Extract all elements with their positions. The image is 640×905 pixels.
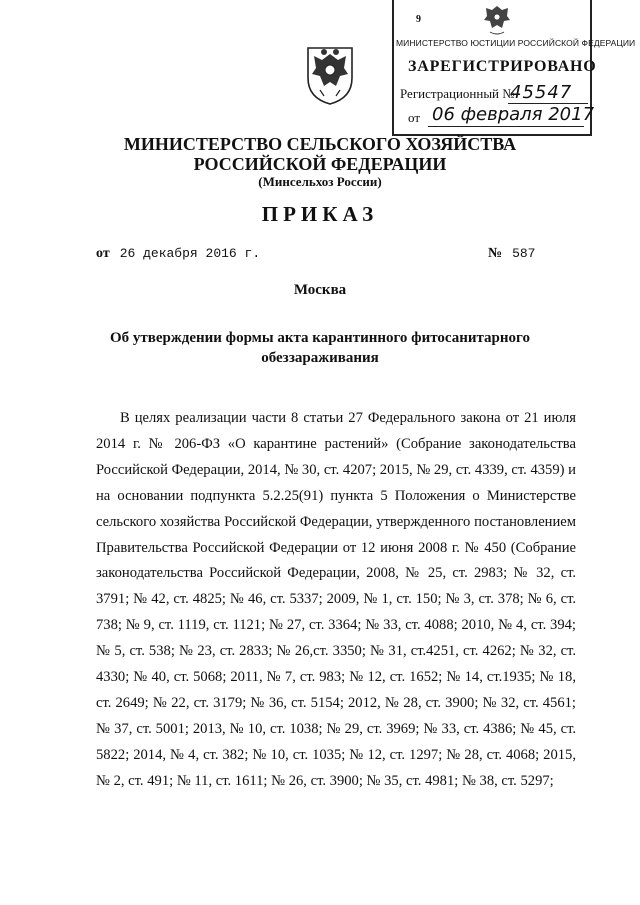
order-date	[96, 246, 260, 262]
ministry-short-name: (Минсельхоз России)	[258, 174, 382, 189]
document-title	[0, 328, 640, 368]
stamp-date-underline	[428, 126, 584, 127]
order-date-label: от	[96, 246, 110, 261]
ministry-line-1: МИНИСТЕРСТВО СЕЛЬСКОГО ХОЗЯЙСТВА	[123, 134, 517, 154]
stamp-date-label: от	[408, 110, 421, 125]
document-type: ПРИКАЗ	[261, 202, 379, 226]
ministry-line-2: РОССИЙСКОЙ ФЕДЕРАЦИИ	[193, 154, 447, 174]
stamp-registered: ЗАРЕГИСТРИРОВАНО	[408, 58, 597, 75]
stamp-emblem-icon	[480, 2, 514, 38]
order-number-label: №	[488, 246, 503, 261]
order-date-value: 26 декабря 2016 г.	[119, 246, 261, 261]
stamp-reg-number: 45547	[510, 82, 573, 103]
body-paragraph: В целях реализации части 8 статьи 27 Федерального закона от 21 июля 2014 г. № 206-ФЗ «О карантине растений» (Собрание законодательства Российской Федерации, 2014, № 30, ст. 4207; 2015, № 29, ст. 4339, ст. 4359) и на основании подпункта 5.2.25(91) пункта 5 Положения о Министерстве сельского хозяйства Российской Федерации, утвержденного постановлением Правительства Российской Федерации от 12 июня 2008 г. № 450 (Собрание законодательства Российской Федерации, 2008, № 25, ст. 2983; № 32, ст. 3791; № 42, ст. 4825; № 46, ст. 5337; 2009, № 1, ст. 150; № 3, ст. 378; № 6, ст. 738; № 9, ст. 1119, ст. 1121; № 27, ст. 3364; № 33, ст. 4088; 2010, № 4, ст. 394; № 5, ст. 538; № 23, ст. 2833; № 26,ст. 3350; № 31, ст.4251, ст. 4262; № 32, ст. 4330; № 40, ст. 5068; 2011, № 7, ст. 983; № 12, ст. 1652; № 14, ст.1935; № 18, ст. 2649; № 22, ст. 3179; № 36, ст. 5154; 2012, № 28, ст. 3900; № 32, ст. 4561; № 37, ст. 5001; 2013, № 10, ст. 1038; № 29, ст. 3969; № 33, ст. 4386; № 45, ст. 5822; 2014, № 4, ст. 382; № 10, ст. 1035; № 12, ст. 1297; № 28, ст. 4068; 2015, № 2, ст. 491; № 11, ст. 1611; № 26, ст. 3900; № 35, ст. 4981; № 38, ст. 5297;	[96, 410, 576, 789]
order-number	[488, 246, 535, 262]
registration-stamp	[392, 0, 636, 136]
stamp-reg-label: Регистрационный №	[400, 86, 515, 101]
stamp-date-value: 06 февраля 2017	[432, 104, 595, 125]
city: Москва	[293, 282, 347, 298]
stamp-ministry: МИНИСТЕРСТВО ЮСТИЦИИ РОССИЙСКОЙ ФЕДЕРАЦИИ	[396, 38, 636, 48]
coat-of-arms-icon	[302, 40, 358, 106]
stamp-number: 9	[416, 14, 421, 25]
title-line-1: Об утверждении формы акта карантинного фитосанитарного	[110, 330, 530, 346]
order-number-value: 587	[512, 246, 536, 261]
title-line-2: обеззараживания	[261, 350, 379, 366]
ministry-name	[0, 134, 640, 174]
